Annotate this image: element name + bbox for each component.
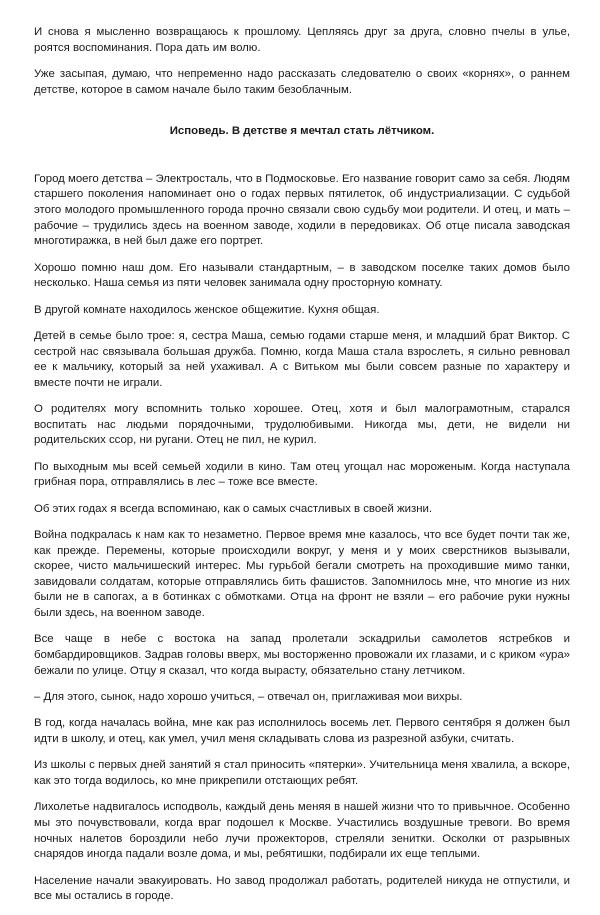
body-paragraph: Все чаще в небе с востока на запад пролетали эскадрильи самолетов ястребков и бомбардировщиков. Задрав головы вверх, мы восторженно провожали их глазами, и с криком «ура» бежали по улице. Отцу я сказал, что когда вырасту, обязательно стану летчиком. [34,633,570,677]
document-page [34,25,570,915]
intro-paragraph: И снова я мысленно возвращаюсь к прошлому. Цепляясь друг за друга, словно пчелы в улье, роятся воспоминания. Пора дать им волю. [34,26,570,54]
body-paragraph: В другой комнате находилось женское общежитие. Кухня общая. [34,303,380,316]
body-paragraph: Население начали эвакуировать. Но завод продолжал работать, родителей никуда не отпустили, и все мы остались в городе. [34,874,570,903]
body-paragraph: Город моего детства – Электросталь, что в Подмосковье. Его название говорит само за себя. Людям старшего поколения напоминает оно о годах первых пятилеток, об индустриализации. С судьбой этого молодого промышленного города прочно связали свою судьбу мои родители. И отец, и мать – рабочие – трудились здесь на военном заводе, ходили в передовиках. Об отце писала заводская многотиражка, в ней был даже его портрет. [34,172,570,248]
body-paragraph: Лихолетье надвигалось исподволь, каждый день меняя в нашей жизни что то привычное. Особенно мы это почувствовали, когда враг подошел к Москве. Участились воздушные тревоги. Во время ночных налетов бороздили небо лучи прожекторов, стреляли зенитки. Осколки от разрывных снарядов иногда падали возле дома, и мы, ребятишки, подбирали их еще теплыми. [34,801,570,861]
body-paragraph: По выходным мы всей семьей ходили в кино. Там отец угощал нас мороженым. Когда наступала грибная пора, отправлялись в лес – тоже все вместе. [34,460,570,489]
body-paragraph: Война подкралась к нам как то незаметно. Первое время мне казалось, что все будет почти так же, как прежде. Перемены, которые происходили вокруг, у меня и у моих сверстников вызывали, скорее, чисто мальчишеский интерес. Мы гурьбой бегали смотреть на проходившие мимо танки, завидовали солдатам, которые отправлялись бить фашистов. Запомнилось мне, что многие из них были не в сапогах, а в ботинках с обмотками. Отца на фронт не взяли – его рабочие руки нужны были здесь, на военном заводе. [34,529,570,619]
body-paragraph: Детей в семье было трое: я, сестра Маша, семью годами старше меня, и младший брат Виктор. С сестрой нас связывала большая дружба. Помню, когда Маша стала взрослеть, я сильно ревновал ее к мальчику, который за ней ухаживал. А с Витьком мы были совсем разные по характеру и вместе почти не играли. [34,329,570,389]
body-paragraph: Из школы с первых дней занятий я стал приносить «пятерки». Учительница меня хвалила, а вскоре, как это тогда водилось, ко мне прикрепили отстающих ребят. [34,759,570,787]
body-paragraph: О родителях могу вспомнить только хорошее. Отец, хотя и был малограмотным, старался воспитать нас людьми порядочными, трудолюбивыми. Никогда мы, дети, не видели ни родительских ссор, ни ругани. Отец не пил, не курил. [34,403,570,447]
dialogue-line: – Для этого, сынок, надо хорошо учиться, – отвечал он, приглаживая мои вихры. [34,690,463,703]
body-paragraph: Об этих годах я всегда вспоминаю, как о самых счастливых в своей жизни. [34,502,433,515]
intro-paragraph: Уже засыпая, думаю, что непременно надо рассказать следователю о своих «корнях», о раннем детстве, которое в самом начале было таким безоблачным. [34,67,570,96]
body-paragraph: В год, когда началась война, мне как раз исполнилось восемь лет. Первого сентября я должен был идти в школу, и отец, как умел, учил меня складывать слова из разрезной азбуки, считать. [34,717,570,745]
chapter-title: Исповедь. В детстве я мечтал стать лётчиком. [169,125,435,138]
body-paragraph: Хорошо помню наш дом. Его называли стандартным, – в заводском поселке таких домов было несколько. Наша семья из пяти человек занимала одну просторную комнату. [34,261,570,290]
